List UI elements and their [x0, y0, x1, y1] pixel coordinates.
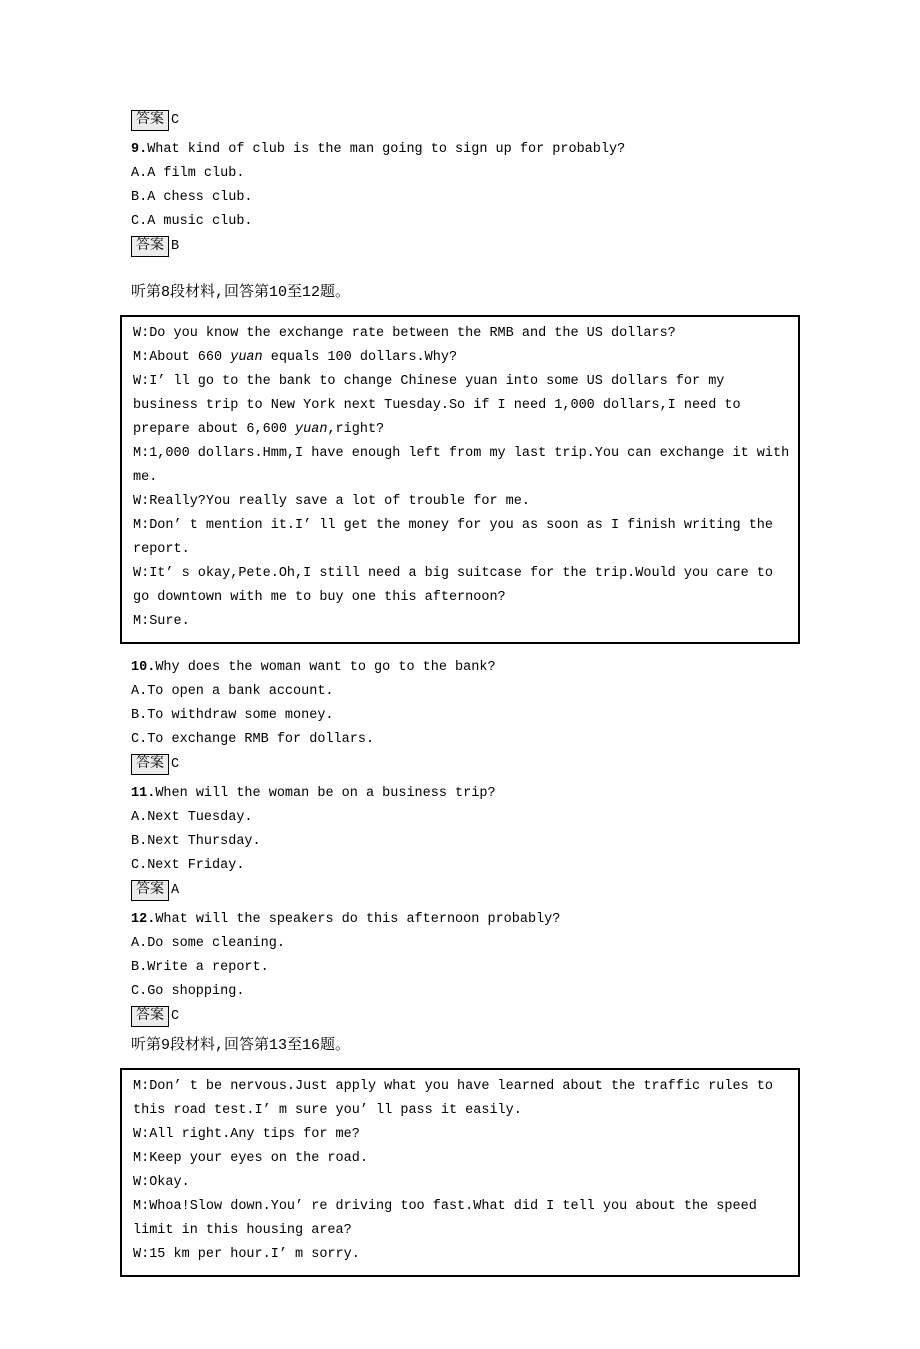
answer-value: B [171, 239, 180, 254]
dialogue-turn: W:15 km per hour.I’ m sorry. [133, 1247, 360, 1262]
dialogue-turn: W:Okay. [133, 1175, 190, 1190]
question-10 [131, 656, 810, 680]
answer-label: 答案 [131, 1006, 169, 1027]
option-c: C.To exchange RMB for dollars. [131, 732, 375, 747]
question-text: What will the speakers do this afternoon probably? [155, 912, 561, 927]
answer-label: 答案 [131, 880, 169, 901]
option-b: B.Write a report. [131, 960, 269, 975]
answer-line [131, 753, 810, 777]
dialogue-turn: M:Keep your eyes on the road. [133, 1151, 368, 1166]
dialogue-turn: M:Whoa!Slow down.You’ re driving too fast.What did I tell you about the speed limit in this housing area? [133, 1199, 757, 1238]
option-c: C.Next Friday. [131, 858, 245, 873]
option-b: B.Next Thursday. [131, 834, 261, 849]
dialogue-turn: W:It’ s okay,Pete.Oh,I still need a big suitcase for the trip.Would you care to go downtown with me to buy one this afternoon? [133, 566, 774, 605]
question-11 [131, 782, 810, 806]
answer-value: A [171, 883, 180, 898]
question-number: 11. [131, 786, 156, 801]
answer-value: C [171, 1009, 180, 1024]
answer-value: C [171, 757, 180, 772]
question-text: What kind of club is the man going to sign up for probably? [147, 142, 626, 157]
answer-label: 答案 [131, 110, 169, 131]
question-number: 10. [131, 660, 156, 675]
dialogue-turn: M:Don’ t mention it.I’ ll get the money for you as soon as I finish writing the report. [133, 518, 774, 557]
answer-line [131, 1005, 810, 1029]
option-a: A.A film club. [131, 166, 245, 181]
option-b: B.To withdraw some money. [131, 708, 334, 723]
answer-label: 答案 [131, 754, 169, 775]
option-a: A.Do some cleaning. [131, 936, 285, 951]
section-header: 听第9段材料,回答第13至16题。 [131, 1037, 351, 1054]
answer-line [131, 879, 810, 903]
dialogue-turn: M:Sure. [133, 614, 190, 629]
option-c: C.Go shopping. [131, 984, 245, 999]
question-12 [131, 908, 810, 932]
dialogue-turn: W:Really?You really save a lot of trouble for me. [133, 494, 530, 509]
question-number: 12. [131, 912, 156, 927]
answer-value: C [171, 113, 180, 128]
question-9 [131, 138, 810, 162]
dialogue-turn: W:I’ ll go to the bank to change Chinese yuan into some US dollars for my business trip to New York next Tuesday.So if I need 1,000 dollars,I need to prepare about 6,600 yuan,right? [133, 374, 741, 437]
option-a: A.Next Tuesday. [131, 810, 253, 825]
dialogue-box [120, 315, 800, 644]
option-c: C.A music club. [131, 214, 253, 229]
question-text: When will the woman be on a business trip? [155, 786, 496, 801]
dialogue-turn: M:Don’ t be nervous.Just apply what you have learned about the traffic rules to this road test.I’ m sure you’ ll pass it easily. [133, 1079, 774, 1118]
dialogue-turn: M:About 660 yuan equals 100 dollars.Why? [133, 350, 458, 365]
dialogue-box [120, 1068, 800, 1277]
answer-label: 答案 [131, 236, 169, 257]
question-number: 9. [131, 142, 148, 157]
dialogue-turn: W:Do you know the exchange rate between the RMB and the US dollars? [133, 326, 676, 341]
answer-line [131, 109, 810, 133]
dialogue-turn: M:1,000 dollars.Hmm,I have enough left from my last trip.You can exchange it with me. [133, 446, 790, 485]
section-header: 听第8段材料,回答第10至12题。 [131, 284, 351, 301]
answer-line [131, 235, 810, 259]
option-b: B.A chess club. [131, 190, 253, 205]
dialogue-turn: W:All right.Any tips for me? [133, 1127, 360, 1142]
option-a: A.To open a bank account. [131, 684, 334, 699]
question-text: Why does the woman want to go to the bank? [155, 660, 496, 675]
